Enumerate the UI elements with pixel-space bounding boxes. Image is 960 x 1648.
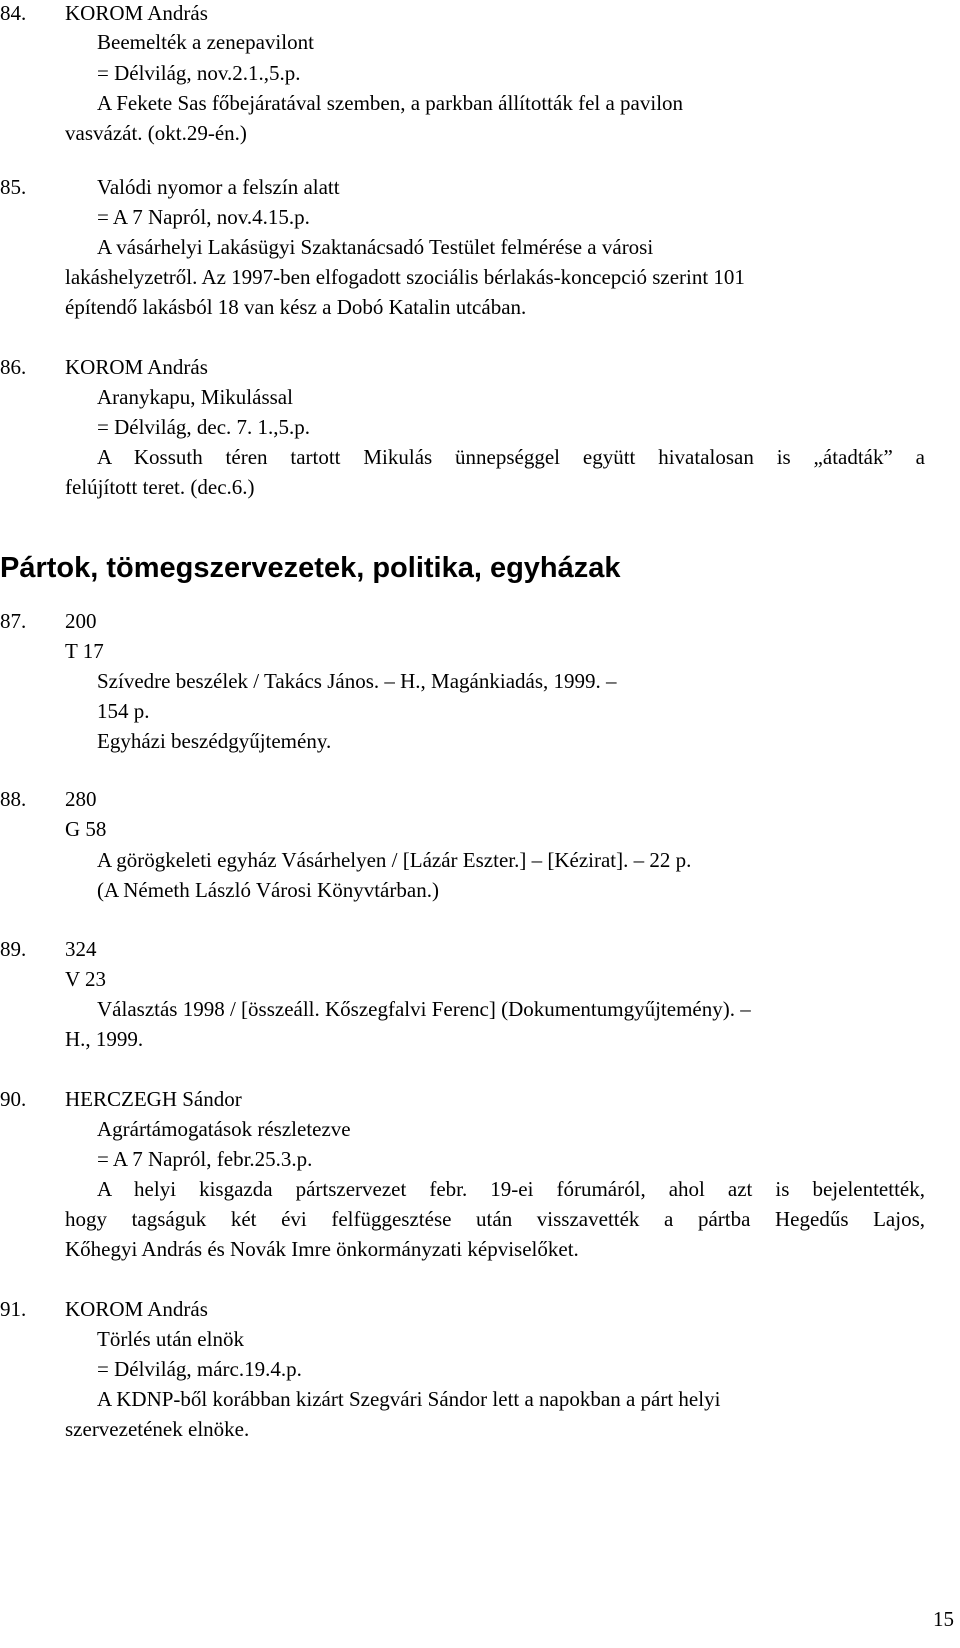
entry-source: = A 7 Napról, nov.4.15.p. xyxy=(97,205,310,229)
entry-title: Agrártámogatások részletezve xyxy=(97,1117,351,1141)
entry-note-line: építendő lakásból 18 van kész a Dobó Katalin utcában. xyxy=(65,295,527,319)
entry-note-line: lakáshelyzetről. Az 1997-ben elfogadott szociális bérlakás-koncepció szerint 101 xyxy=(65,265,745,289)
shelf-code: V 23 xyxy=(65,967,107,991)
entry-number: 91. xyxy=(0,1297,27,1321)
entry-description-line: H., 1999. xyxy=(65,1027,144,1051)
shelf-code: 200 xyxy=(65,609,97,633)
entry-author: HERCZEGH Sándor xyxy=(65,1087,242,1111)
page-number: 15 xyxy=(933,1607,954,1631)
entry-author: KOROM András xyxy=(65,1,208,25)
entry-description-line: Választás 1998 / [összeáll. Kőszegfalvi Ferenc] (Dokumentumgyűjtemény). – xyxy=(97,997,751,1021)
entry-source: = Délvilág, dec. 7. 1.,5.p. xyxy=(97,415,311,439)
entry-note-line: felújított teret. (dec.6.) xyxy=(65,475,255,499)
entry-description-line: 154 p. xyxy=(97,699,150,723)
entry-note-line: A Kossuth téren tartott Mikulás ünnepséggel együtt hivatalosan is „átadták” a xyxy=(97,445,925,469)
entry-note-line: vasvázát. (okt.29-én.) xyxy=(65,121,247,145)
entry-note-line: szervezetének elnöke. xyxy=(65,1417,250,1441)
entry-number: 85. xyxy=(0,175,27,199)
entry-number: 86. xyxy=(0,355,27,379)
entry-source: = A 7 Napról, febr.25.3.p. xyxy=(97,1147,313,1171)
entry-note-line: hogy tagságuk két évi felfüggesztése után visszavették a pártba Hegedűs Lajos, xyxy=(65,1207,925,1231)
entry-number: 89. xyxy=(0,937,27,961)
entry-title: Aranykapu, Mikulással xyxy=(97,385,293,409)
entry-note-line: A KDNP-ből korábban kizárt Szegvári Sándor lett a napokban a párt helyi xyxy=(97,1387,721,1411)
shelf-code: 280 xyxy=(65,787,97,811)
entry-number: 87. xyxy=(0,609,27,633)
entry-description-line: Egyházi beszédgyűjtemény. xyxy=(97,729,332,753)
entry-note-line: A Fekete Sas főbejáratával szemben, a parkban állították fel a pavilon xyxy=(97,91,684,115)
entry-number: 88. xyxy=(0,787,27,811)
entry-title: Törlés után elnök xyxy=(97,1327,244,1351)
entry-number: 90. xyxy=(0,1087,27,1111)
entry-description-line: (A Németh László Városi Könyvtárban.) xyxy=(97,878,439,902)
entry-title: Valódi nyomor a felszín alatt xyxy=(97,175,340,199)
shelf-code: 324 xyxy=(65,937,97,961)
entry-author: KOROM András xyxy=(65,355,208,379)
entry-note-line: Kőhegyi András és Novák Imre önkormányzati képviselőket. xyxy=(65,1237,579,1261)
entry-note-line: A vásárhelyi Lakásügyi Szaktanácsadó Testület felmérése a városi xyxy=(97,235,654,259)
section-heading: Pártok, tömegszervezetek, politika, egyházak xyxy=(0,552,621,584)
shelf-code: T 17 xyxy=(65,639,104,663)
entry-source: = Délvilág, márc.19.4.p. xyxy=(97,1357,302,1381)
entry-note-line: A helyi kisgazda pártszervezet febr. 19-ei fórumáról, ahol azt is bejelentették, xyxy=(97,1177,925,1201)
entry-source: = Délvilág, nov.2.1.,5.p. xyxy=(97,61,301,85)
entry-title: Beemelték a zenepavilont xyxy=(97,30,314,54)
entry-description-line: A görögkeleti egyház Vásárhelyen / [Lázár Eszter.] – [Kézirat]. – 22 p. xyxy=(97,848,692,872)
entry-author: KOROM András xyxy=(65,1297,208,1321)
entry-description-line: Szívedre beszélek / Takács János. – H., Magánkiadás, 1999. – xyxy=(97,669,617,693)
shelf-code: G 58 xyxy=(65,817,107,841)
entry-number: 84. xyxy=(0,1,27,25)
